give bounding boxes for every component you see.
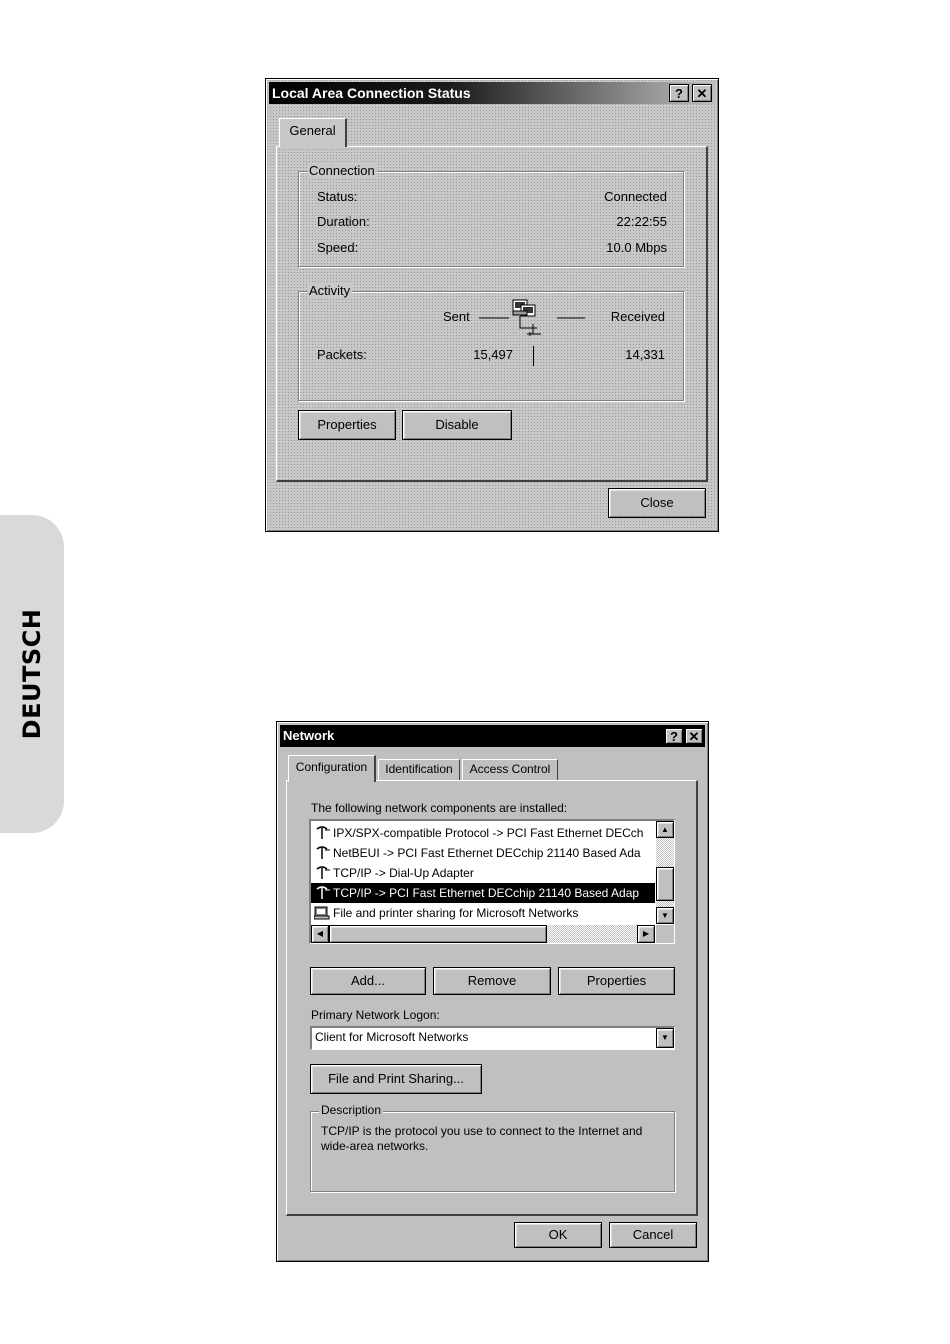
close-x-button[interactable]: ✕ [685, 728, 703, 744]
scroll-hthumb[interactable] [329, 925, 547, 943]
connection-group-title: Connection [309, 163, 375, 178]
status-value: Connected [604, 189, 667, 204]
duration-label: Duration: [317, 214, 370, 229]
components-list [311, 823, 655, 923]
duration-value: 22:22:55 [616, 214, 667, 229]
scroll-right-arrow-icon[interactable]: ▶ [637, 925, 655, 943]
activity-divider [533, 346, 534, 366]
close-x-button[interactable]: ✕ [692, 84, 712, 102]
file-print-sharing-button[interactable]: File and Print Sharing... [310, 1064, 482, 1094]
vertical-scrollbar[interactable] [656, 821, 674, 924]
logon-value: Client for Microsoft Networks [315, 1030, 469, 1044]
scroll-up-arrow-icon[interactable]: ▲ [656, 821, 674, 838]
primary-logon-select[interactable] [310, 1026, 675, 1050]
connection-status-dialog [265, 78, 719, 532]
properties-button[interactable]: Properties [298, 410, 396, 440]
add-button[interactable]: Add... [310, 967, 426, 995]
close-button[interactable]: Close [608, 488, 706, 518]
dropdown-arrow-icon[interactable]: ▼ [656, 1028, 674, 1048]
speed-label: Speed: [317, 240, 359, 255]
service-icon [314, 906, 330, 920]
description-text: TCP/IP is the protocol you use to connect to the Internet and wide-area networks. [321, 1124, 643, 1153]
activity-group [298, 283, 684, 401]
status-dialog-titlebar [269, 82, 715, 104]
description-group [310, 1103, 675, 1192]
packets-sent-value: 15,497 [473, 347, 513, 362]
help-button[interactable]: ? [665, 728, 683, 744]
properties-button[interactable]: Properties [558, 967, 675, 995]
list-item[interactable] [311, 843, 655, 863]
connection-group [298, 163, 684, 267]
language-side-tab [0, 515, 64, 833]
logon-label: Primary Network Logon: [311, 1008, 440, 1022]
packets-label: Packets: [317, 347, 367, 362]
speed-value: 10.0 Mbps [606, 240, 667, 255]
language-label: DEUTSCH [18, 608, 46, 740]
cancel-button[interactable]: Cancel [609, 1222, 697, 1248]
list-item[interactable] [311, 863, 655, 883]
scroll-thumb[interactable] [656, 867, 674, 901]
list-item-label: TCP/IP -> Dial-Up Adapter [333, 866, 474, 880]
protocol-icon [314, 886, 330, 900]
list-item-label: IPX/SPX-compatible Protocol -> PCI Fast Ethernet DECch [333, 826, 644, 840]
status-dialog-title: Local Area Connection Status [272, 85, 471, 101]
description-title: Description [321, 1103, 382, 1117]
disable-button[interactable]: Disable [402, 410, 512, 440]
components-label: The following network components are installed: [311, 801, 568, 815]
activity-group-title: Activity [309, 283, 351, 298]
scrollbar-corner [656, 925, 674, 943]
list-item-label: TCP/IP -> PCI Fast Ethernet DECchip 21140 Based Adap [333, 886, 640, 900]
tab-access-control[interactable]: Access Control [462, 759, 558, 781]
list-item[interactable] [311, 823, 655, 843]
tab-general[interactable]: General [279, 118, 347, 147]
scroll-left-arrow-icon[interactable]: ◀ [311, 925, 329, 943]
protocol-icon [314, 846, 330, 860]
list-item[interactable] [311, 903, 655, 923]
scroll-down-arrow-icon[interactable]: ▼ [656, 907, 674, 924]
protocol-icon [314, 866, 330, 880]
protocol-icon [314, 826, 330, 840]
list-item-label: File and printer sharing for Microsoft Networks [333, 906, 579, 920]
sent-label: Sent [443, 309, 470, 324]
network-dialog-title: Network [283, 728, 335, 743]
received-label: Received [610, 309, 665, 324]
tab-configuration[interactable]: Configuration [288, 755, 376, 782]
components-listbox[interactable] [309, 819, 675, 944]
remove-button[interactable]: Remove [433, 967, 551, 995]
status-label: Status: [317, 189, 358, 204]
list-item[interactable] [311, 883, 655, 903]
tab-identification[interactable]: Identification [378, 759, 460, 781]
network-dialog-titlebar [280, 725, 705, 747]
network-computers-icon [479, 298, 599, 342]
list-item-label: NetBEUI -> PCI Fast Ethernet DECchip 21140 Based Ada [333, 846, 641, 860]
network-dialog [276, 721, 709, 1262]
ok-button[interactable]: OK [514, 1222, 602, 1248]
help-button[interactable]: ? [669, 84, 689, 102]
horizontal-scrollbar[interactable] [311, 925, 655, 943]
packets-received-value: 14,331 [625, 347, 665, 362]
